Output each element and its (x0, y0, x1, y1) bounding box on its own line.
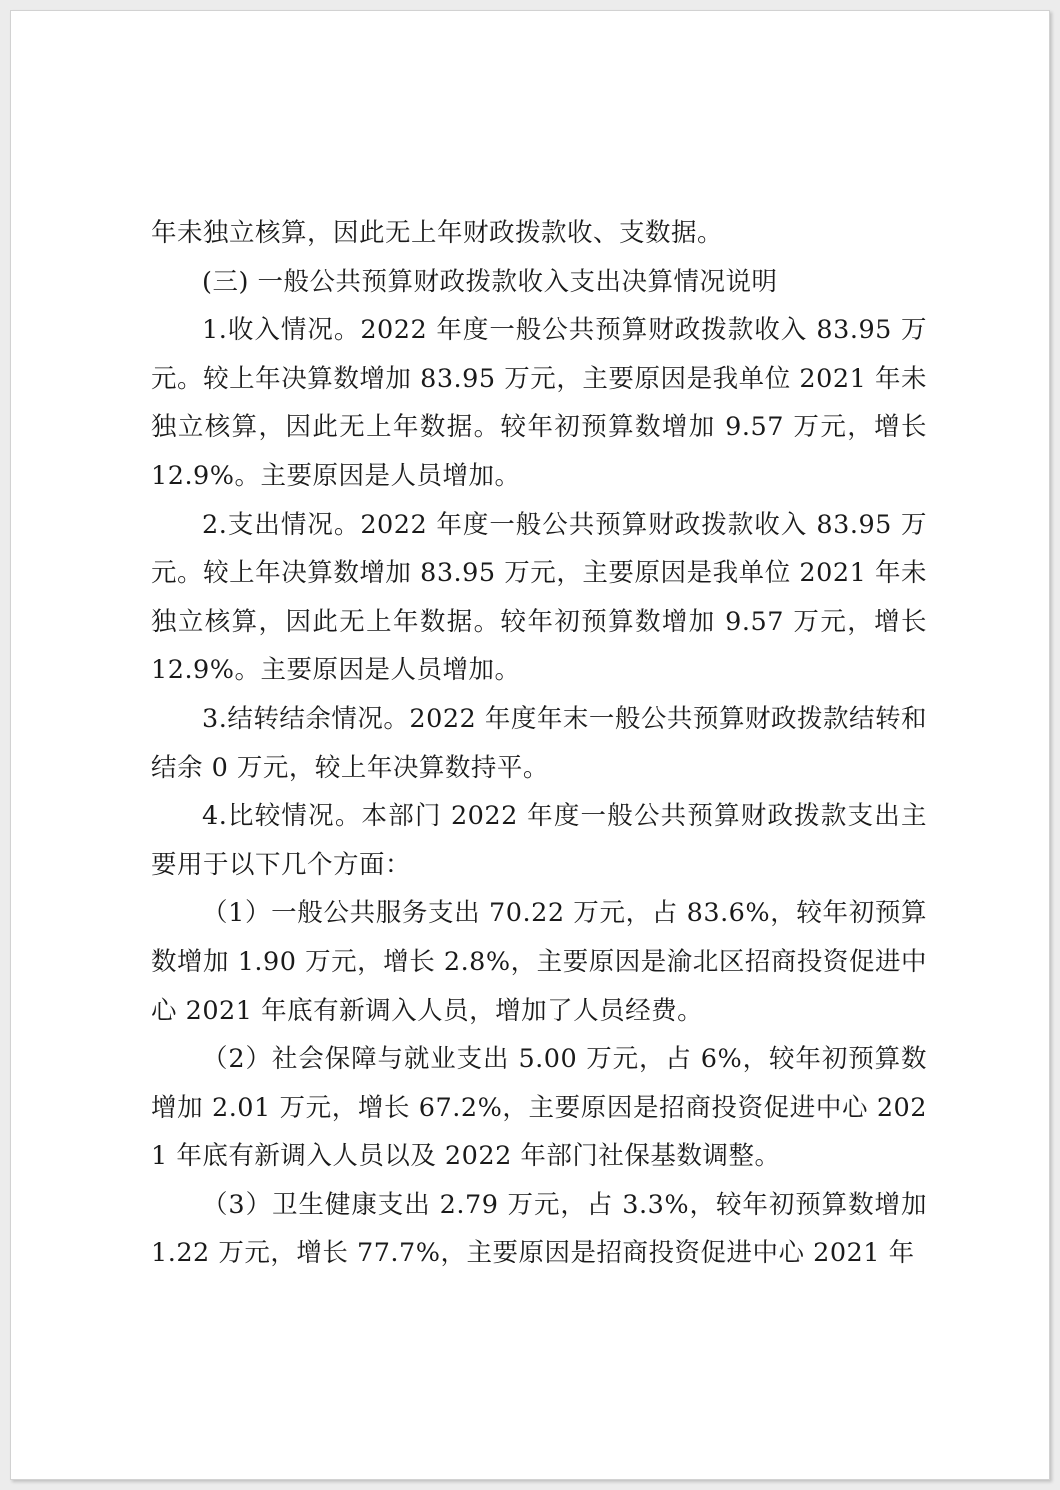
paragraph-expense: 2.支出情况。2022 年度一般公共预算财政拨款收入 83.95 万元。较上年决算数增加 83.95 万元，主要原因是我单位 2021 年未独立核算，因此无上年数据。较年初预算数增加 9.57 万元，增长 12.9%。主要原因是人员增加。 (151, 509, 927, 686)
paragraph-carryover: 3.结转结余情况。2022 年度年末一般公共预算财政拨款结转和结余 0 万元，较上年决算数持平。 (151, 703, 927, 783)
paragraph-comparison: 4.比较情况。本部门 2022 年度一般公共预算财政拨款支出主要用于以下几个方面： (151, 801, 927, 880)
paragraph-continuation: 年未独立核算，因此无上年财政拨款收、支数据。 (151, 218, 724, 248)
paragraph-item-2: （2）社会保障与就业支出 5.00 万元，占 6%，较年初预算数增加 2.01 万元，增长 67.2%，主要原因是招商投资促进中心 2021 年底有新调入人员以及 2022 年部门社保基数调整。 (151, 1044, 927, 1172)
document-page (10, 10, 1050, 1480)
paragraph-income: 1.收入情况。2022 年度一般公共预算财政拨款收入 83.95 万元。较上年决算数增加 83.95 万元，主要原因是我单位 2021 年未独立核算，因此无上年数据。较年初预算数增加 9.57 万元，增长 12.9%。主要原因是人员增加。 (151, 315, 927, 491)
paragraph-item-1: （1）一般公共服务支出 70.22 万元，占 83.6%，较年初预算数增加 1.90 万元，增长 2.8%，主要原因是渝北区招商投资促进中心 2021 年底有新调入人员，增加了人员经费。 (151, 898, 927, 1026)
section-heading: (三) 一般公共预算财政拨款收入支出决算情况说明 (202, 266, 778, 297)
document-body (151, 209, 927, 1278)
paragraph-item-3: （3）卫生健康支出 2.79 万元，占 3.3%，较年初预算数增加 1.22 万元，增长 77.7%，主要原因是招商投资促进中心 2021 年 (151, 1189, 927, 1269)
